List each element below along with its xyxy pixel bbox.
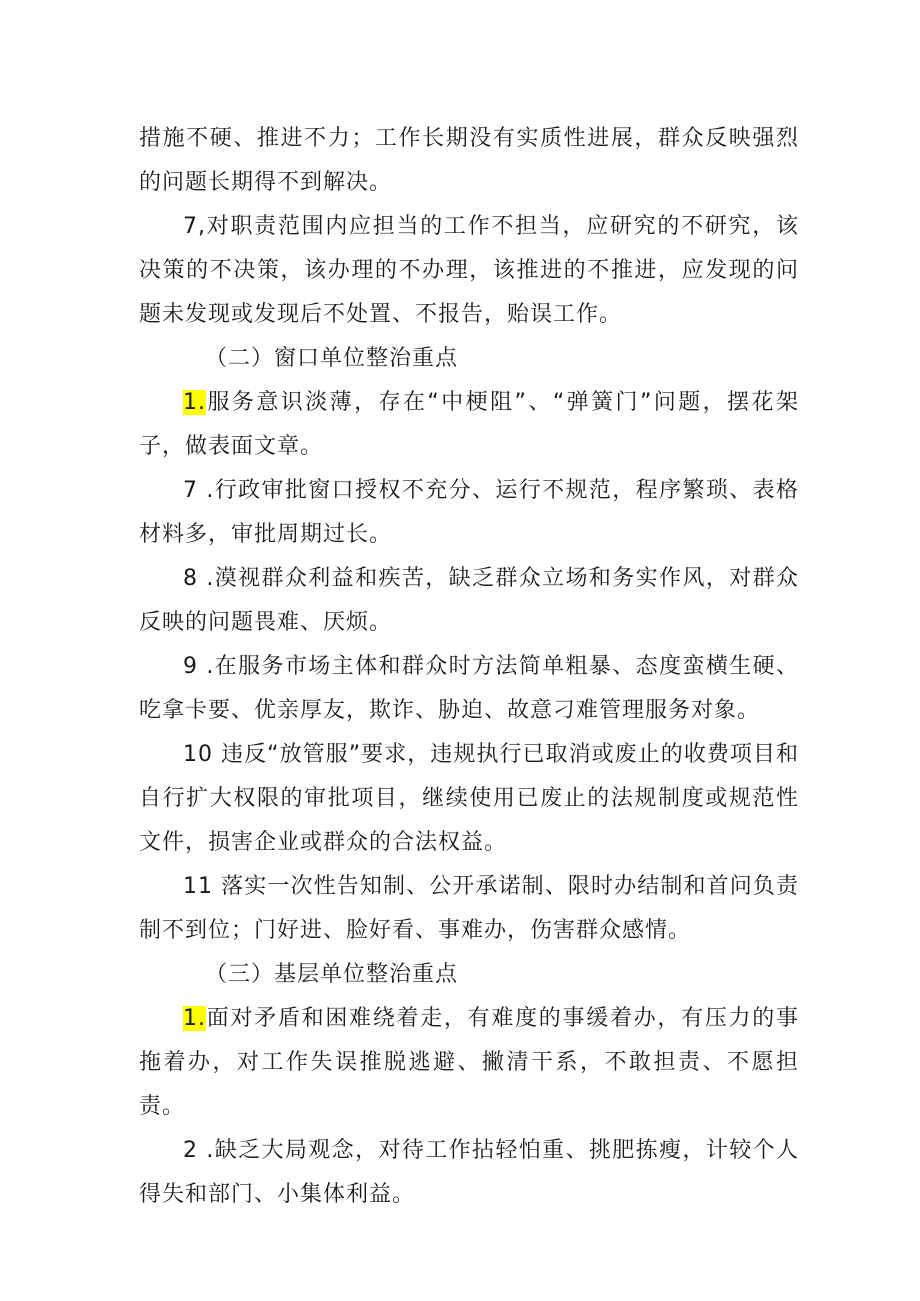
item-number: 10	[183, 742, 222, 767]
paragraph-item-11-window	[139, 865, 799, 953]
paragraph-text: 缺乏大局观念，对待工作拈轻怕重、挑肥拣瘦，计较个人得失和部门、小集体利益。	[139, 1138, 799, 1207]
item-number: 7 .	[183, 478, 215, 503]
paragraph-text: 面对矛盾和困难绕着走，有难度的事缓着办，有压力的事拖着办，对工作失误推脱逃避、撇清干系，不敢担责、不愿担责。	[139, 1006, 799, 1119]
paragraph-item-8-window	[139, 557, 799, 645]
highlighted-item-number: 1.	[183, 1006, 206, 1031]
paragraph-item-9-window	[139, 645, 799, 733]
paragraph-text: 在服务市场主体和群众时方法简单粗暴、态度蛮横生硬、吃拿卡要、优亲厚友，欺诈、胁迫、故意刁难管理服务对象。	[139, 654, 799, 723]
paragraph-text: 违反“放管服”要求，违规执行已取消或废止的收费项目和自行扩大权限的审批项目，继续使用已废止的法规制度或规范性文件，损害企业或群众的合法权益。	[139, 742, 800, 855]
paragraph-text: 行政审批窗口授权不充分、运行不规范，程序繁琐、表格材料多，审批周期过长。	[139, 478, 799, 547]
paragraph-text: 对职责范围内应担当的工作不担当，应研究的不研究，该决策的不决策，该办理的不办理，该推进的不推进，应发现的问题未发现或发现后不处置、不报告，贻误工作。	[139, 214, 799, 327]
heading-text: （三）基层单位整治重点	[205, 962, 459, 987]
item-number: 7,	[183, 214, 206, 239]
item-number: 11	[183, 874, 222, 899]
paragraph-item-2-grassroots	[139, 1129, 799, 1217]
paragraph-continuation	[139, 117, 799, 205]
item-number: 9 .	[183, 654, 215, 679]
paragraph-item-7-window	[139, 469, 799, 557]
item-number: 8 .	[183, 566, 215, 591]
paragraph-text: 措施不硬、推进不力；工作长期没有实质性进展，群众反映强烈的问题长期得不到解决。	[139, 126, 799, 195]
document-body	[139, 117, 799, 1217]
paragraph-text: 服务意识淡薄，存在“中梗阻”、“弹簧门”问题，摆花架子，做表面文章。	[139, 390, 799, 459]
paragraph-item-1-grassroots	[139, 997, 799, 1129]
paragraph-item-1-window	[139, 381, 799, 469]
paragraph-text: 漠视群众利益和疾苦，缺乏群众立场和务实作风，对群众反映的问题畏难、厌烦。	[139, 566, 799, 635]
item-number: 2 .	[183, 1138, 215, 1163]
paragraph-item-7	[139, 205, 799, 337]
section-heading-window-units	[139, 337, 799, 381]
section-heading-grassroots-units	[139, 953, 799, 997]
paragraph-item-10-window	[139, 733, 799, 865]
highlighted-item-number: 1.	[183, 390, 206, 415]
heading-text: （二）窗口单位整治重点	[205, 346, 459, 371]
paragraph-text: 落实一次性告知制、公开承诺制、限时办结制和首问负责制不到位；门好进、脸好看、事难办，伤害群众感情。	[139, 874, 799, 943]
